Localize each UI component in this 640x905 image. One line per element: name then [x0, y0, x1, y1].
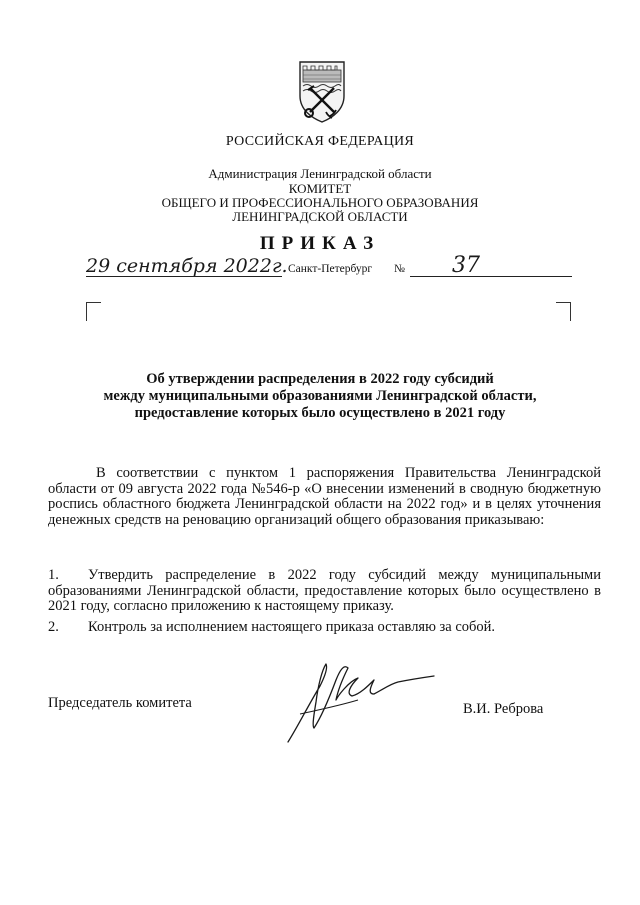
signatory-position: Председатель комитета [48, 695, 192, 711]
coat-of-arms-emblem [296, 58, 348, 124]
country-name: РОССИЙСКАЯ ФЕДЕРАЦИЯ [225, 134, 415, 149]
order-item-2-text: Контроль за исполнением настоящего приказа оставляю за собой. [88, 619, 496, 635]
preamble-paragraph: В соответствии с пунктом 1 распоряжения Правительства Ленинградской области от 09 августа 2022 года №546-р «О внесении изменений в сводную бюджетную роспись областного бюджета Ленинградской области на 2022 год» и в целях уточнения денежных средств на реновацию организаций общего образования приказываю: [48, 465, 601, 528]
document-type-title: ПРИКАЗ [259, 233, 381, 254]
handwritten-signature-icon [278, 656, 438, 746]
leningrad-oblast-coat-of-arms-icon [296, 58, 348, 124]
order-title-line-1: Об утверждении распределения в 2022 году субсидий [146, 371, 494, 387]
order-title-line-2: между муниципальными образованиями Ленинградской области, [103, 388, 537, 404]
corner-bracket-right [556, 302, 571, 321]
order-item-2 [48, 620, 601, 636]
order-title-line-3: предоставление которых было осуществлено в 2021 году [134, 405, 506, 421]
order-item-1-number: 1. [48, 567, 59, 583]
date-underline [86, 276, 282, 277]
number-label: № [394, 263, 405, 275]
administration-name: Администрация Ленинградской области [208, 166, 432, 181]
committee-line-1: КОМИТЕТ [288, 181, 352, 196]
order-item-2-number: 2. [48, 619, 59, 635]
handwritten-number: 37 [452, 253, 480, 278]
order-item-1-text: Утвердить распределение в 2022 году субсидий между муниципальными образованиями Ленинградской области, предоставление которых было осуществлено в 2021 году, согласно приложению к настоящему приказу. [48, 567, 601, 615]
number-underline [410, 276, 572, 277]
committee-line-2: ОБЩЕГО И ПРОФЕССИОНАЛЬНОГО ОБРАЗОВАНИЯ [161, 195, 479, 210]
signature [278, 656, 438, 746]
city-label: Санкт-Петербург [288, 263, 373, 275]
signatory-name: В.И. Реброва [463, 701, 544, 717]
handwritten-date: 29 сентября 2022г. [86, 255, 288, 277]
committee-line-3: ЛЕНИНГРАДСКОЙ ОБЛАСТИ [232, 209, 408, 224]
corner-bracket-left [86, 302, 101, 321]
order-item-1 [48, 568, 601, 615]
